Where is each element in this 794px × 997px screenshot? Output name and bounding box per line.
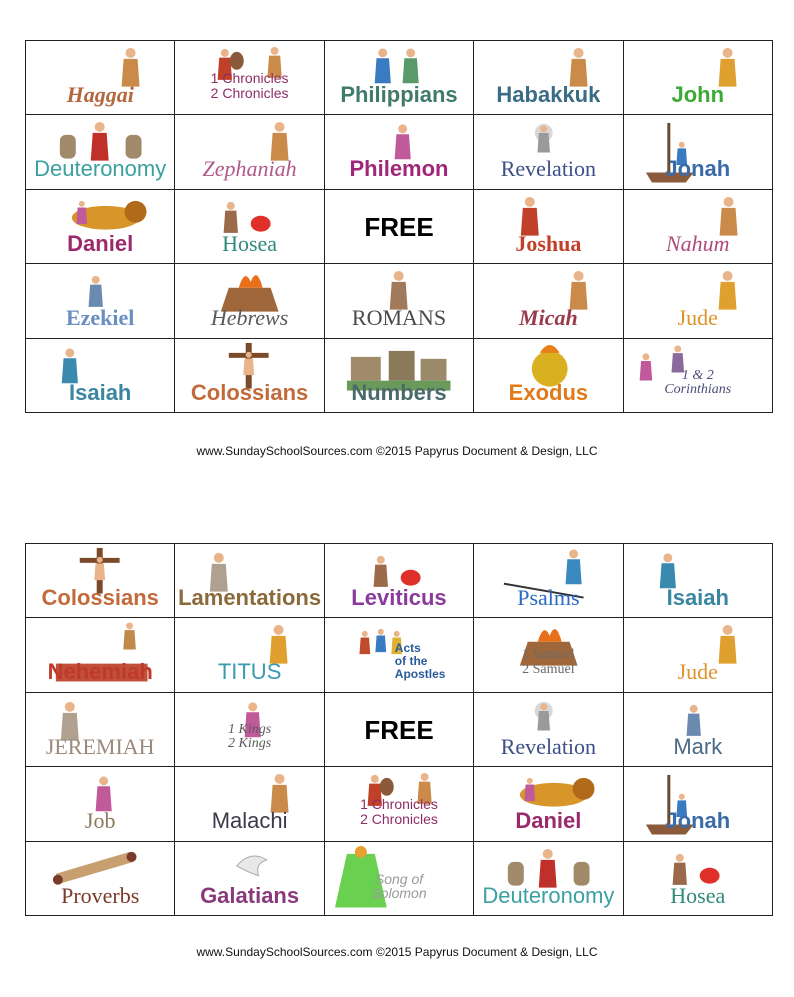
book-name-label: Hosea [670, 882, 726, 908]
bingo-cell [325, 339, 474, 413]
book-name-label: Revelation [500, 156, 597, 182]
bingo-cell [624, 190, 773, 264]
book-name-label: FREE [364, 211, 434, 242]
bingo-cell [26, 693, 175, 767]
book-name-label: Mark [673, 733, 723, 759]
bingo-cell [474, 842, 623, 916]
book-name-label: Habakkuk [496, 82, 601, 107]
book-name-label: Nehemiah [47, 659, 153, 685]
bingo-cell [474, 115, 623, 189]
book-name-label: 1 & 2 Corinthians [664, 367, 732, 398]
bingo-card-2 [25, 543, 773, 916]
bingo-cell [624, 842, 773, 916]
book-name-label: Colossians [190, 379, 309, 405]
book-name-label: Jude [677, 305, 718, 331]
bingo-cell [624, 41, 773, 115]
bingo-cell [26, 190, 175, 264]
bingo-cell [624, 339, 773, 413]
book-name-label: ROMANS [351, 305, 447, 331]
bingo-cell [474, 767, 623, 841]
bingo-cell [175, 693, 324, 767]
bingo-cell [474, 618, 623, 692]
bingo-cell [325, 767, 474, 841]
bingo-cell [624, 115, 773, 189]
bingo-cell [26, 842, 175, 916]
bingo-cell [175, 190, 324, 264]
book-name-label: Hebrews [210, 305, 289, 331]
book-name-label: Jonah [665, 156, 731, 182]
book-name-label: Ezekiel [65, 305, 135, 331]
bingo-cell [175, 115, 324, 189]
copyright-footer: www.SundaySchoolSources.com ©2015 Papyrus Document & Design, LLC [196, 444, 598, 458]
book-name-label: John [671, 82, 725, 107]
book-name-label: 1 Kings 2 Kings [228, 721, 272, 752]
book-name-label: 1 Chronicles 2 Chronicles [360, 796, 438, 827]
bingo-cell [26, 767, 175, 841]
bingo-cell [325, 190, 474, 264]
bingo-cell [175, 339, 324, 413]
book-name-label: JEREMIAH [45, 733, 155, 759]
bingo-cell [474, 264, 623, 338]
book-name-label: Job [84, 808, 116, 834]
bingo-cell [175, 767, 324, 841]
bingo-cell [26, 544, 175, 618]
book-name-label: Deuteronomy [482, 882, 615, 908]
book-name-label: Revelation [500, 733, 597, 759]
bingo-cell [175, 618, 324, 692]
book-name-label: TITUS [217, 659, 282, 685]
bingo-cell [325, 115, 474, 189]
bingo-cell [474, 41, 623, 115]
bingo-cell [474, 544, 623, 618]
book-name-label: Numbers [351, 379, 447, 405]
book-name-label: Micah [519, 305, 578, 331]
book-name-label: Philippians [340, 82, 458, 107]
book-name-label: Philemon [349, 156, 449, 182]
bingo-cell [325, 842, 474, 916]
book-name-label: 1 Chronicles 2 Chronicles [210, 70, 289, 101]
bingo-cell [175, 264, 324, 338]
bingo-cell [175, 41, 324, 115]
bingo-cell [175, 842, 324, 916]
book-name-label: Lamentations [178, 585, 322, 610]
bingo-cell [624, 544, 773, 618]
bingo-cell [624, 618, 773, 692]
bingo-cell [26, 115, 175, 189]
book-name-label: Leviticus [351, 585, 447, 610]
book-name-label: Exodus [508, 379, 589, 405]
book-name-label: Daniel [515, 808, 582, 834]
bingo-cell [624, 767, 773, 841]
bingo-cell [26, 264, 175, 338]
book-name-label: Zephaniah [202, 156, 297, 182]
book-name-label: Joshua [515, 230, 582, 256]
bingo-cell [325, 618, 474, 692]
bingo-cell [474, 693, 623, 767]
bingo-cell [26, 41, 175, 115]
book-name-label: Song of Solomon [371, 870, 427, 902]
book-name-label: Acts of the Apostles [394, 641, 446, 681]
book-name-label: Psalms [517, 585, 580, 610]
book-name-label: Hosea [222, 230, 278, 256]
book-name-label: Deuteronomy [34, 156, 167, 182]
copyright-footer: www.SundaySchoolSources.com ©2015 Papyrus Document & Design, LLC [196, 945, 598, 959]
bingo-cell [26, 618, 175, 692]
bingo-cell [175, 544, 324, 618]
bingo-cell [325, 693, 474, 767]
bingo-cell [26, 339, 175, 413]
book-name-label: Jude [677, 659, 718, 685]
book-name-label: FREE [364, 714, 434, 745]
book-name-label: Isaiah [69, 379, 132, 405]
bingo-cell [325, 41, 474, 115]
bingo-cell [474, 190, 623, 264]
bingo-cell [624, 693, 773, 767]
book-name-label: Jonah [665, 808, 731, 834]
book-name-label: Colossians [41, 585, 159, 610]
book-name-label: Malachi [211, 808, 288, 834]
book-name-label: Haggai [66, 82, 134, 107]
bingo-cell [325, 544, 474, 618]
bingo-cell [474, 339, 623, 413]
book-name-label: Galatians [200, 882, 300, 908]
book-name-label: Daniel [67, 230, 134, 256]
book-name-label: Isaiah [666, 585, 729, 610]
bingo-cell [325, 264, 474, 338]
bingo-card-1 [25, 40, 773, 413]
bingo-cell [624, 264, 773, 338]
book-name-label: Proverbs [61, 882, 140, 908]
book-name-label: 1 Samuel 2 Samuel [522, 647, 575, 678]
book-name-label: Nahum [666, 230, 730, 256]
